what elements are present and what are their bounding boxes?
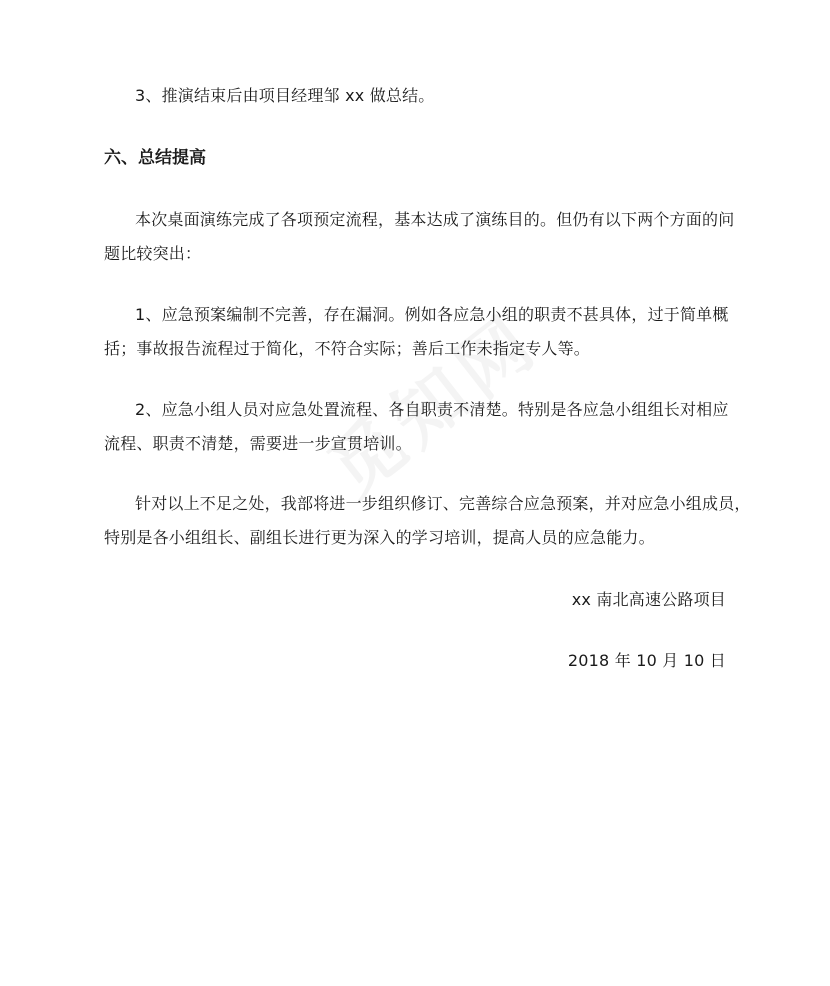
issue-1-line-2: 括；事故报告流程过于简化，不符合实际；善后工作未指定专人等。 xyxy=(104,339,591,358)
date: 2018 年 10 月 10 日 xyxy=(567,651,726,670)
issue-2-line-2: 流程、职责不清楚，需要进一步宣贯培训。 xyxy=(104,434,412,453)
signature: xx 南北高速公路项目 xyxy=(571,590,726,609)
issue-2-line-1: 2、应急小组人员对应急处置流程、各自职责不清楚。特别是各应急小组组长对相应 xyxy=(135,400,729,419)
issue-1-line-1: 1、应急预案编制不完善，存在漏洞。例如各应急小组的职责不甚具体，过于简单概 xyxy=(135,305,729,324)
section-heading: 六、总结提高 xyxy=(104,148,206,168)
paragraph-1-line-2: 题比较突出： xyxy=(104,244,202,263)
paragraph-2-line-1: 针对以上不足之处，我部将进一步组织修订、完善综合应急预案，并对应急小组成员， xyxy=(135,494,751,513)
paragraph-2-line-2: 特别是各小组组长、副组长进行更为深入的学习培训，提高人员的应急能力。 xyxy=(104,528,655,547)
paragraph-1-line-1: 本次桌面演练完成了各项预定流程，基本达成了演练目的。但仍有以下两个方面的问 xyxy=(135,210,735,229)
item-3-text: 3、推演结束后由项目经理邹 xx 做总结。 xyxy=(135,86,435,105)
